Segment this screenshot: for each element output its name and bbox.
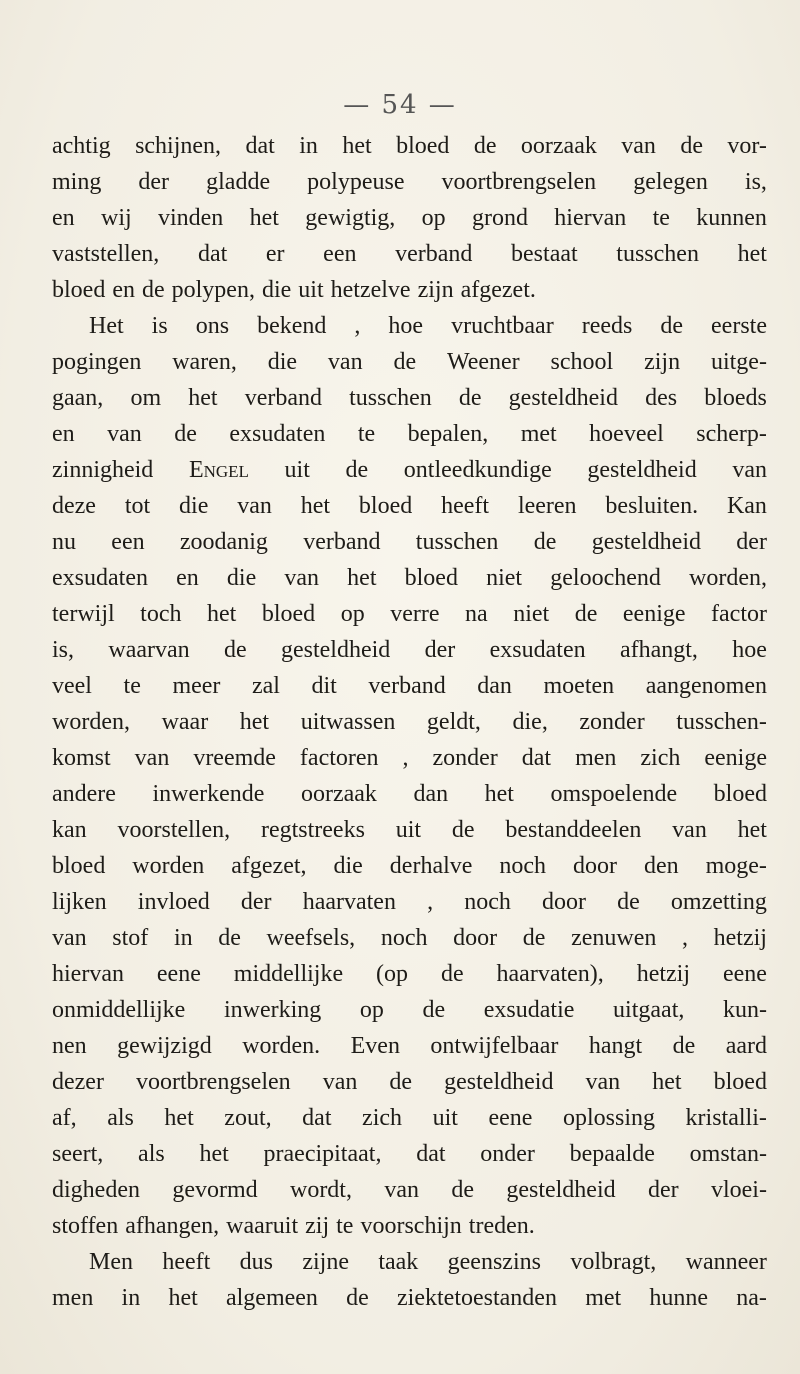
- text-line: en wij vinden het gewigtig, op grond hiervan te kunnen: [52, 205, 767, 231]
- text-line: onmiddellijke inwerking op de exsudatie uitgaat, kun-: [52, 997, 767, 1023]
- text-line: achtig schijnen, dat in het bloed de oorzaak van de vor-: [52, 133, 767, 159]
- text-line: en van de exsudaten te bepalen, met hoeveel scherp-: [52, 421, 767, 447]
- text-line: zinnigheid Engel uit de ontleedkundige gesteldheid van: [52, 457, 767, 483]
- text-line: exsudaten en die van het bloed niet geloochend worden,: [52, 565, 767, 591]
- text-line: af, als het zout, dat zich uit eene oplossing kristalli-: [52, 1105, 767, 1131]
- text-line: worden, waar het uitwassen geldt, die, zonder tusschen-: [52, 709, 767, 735]
- text-line: bloed en de polypen, die uit hetzelve zijn afgezet.: [52, 277, 536, 303]
- text-line: vaststellen, dat er een verband bestaat tusschen het: [52, 241, 767, 267]
- text-line: ming der gladde polypeuse voortbrengselen gelegen is,: [52, 169, 767, 195]
- text-line: pogingen waren, die van de Weener school zijn uitge-: [52, 349, 767, 375]
- text-line: digheden gevormd wordt, van de gesteldheid der vloei-: [52, 1177, 767, 1203]
- text-line: seert, als het praecipitaat, dat onder bepaalde omstan-: [52, 1141, 767, 1167]
- text-line: kan voorstellen, regtstreeks uit de bestanddeelen van het: [52, 817, 767, 843]
- text-line: veel te meer zal dit verband dan moeten aangenomen: [52, 673, 767, 699]
- text-line: stoffen afhangen, waaruit zij te voorschijn treden.: [52, 1213, 535, 1239]
- text-line: nen gewijzigd worden. Even ontwijfelbaar hangt de aard: [52, 1033, 767, 1059]
- text-line: men in het algemeen de ziektetoestanden met hunne na-: [52, 1285, 767, 1311]
- text-line: van stof in de weefsels, noch door de zenuwen , hetzij: [52, 925, 767, 951]
- text-line: dezer voortbrengselen van de gesteldheid van het bloed: [52, 1069, 767, 1095]
- text-line: Het is ons bekend , hoe vruchtbaar reeds de eerste: [89, 313, 767, 339]
- text-line: nu een zoodanig verband tusschen de gesteldheid der: [52, 529, 767, 555]
- body-text: [52, 128, 767, 1316]
- text-line: Men heeft dus zijne taak geenszins volbragt, wanneer: [89, 1249, 767, 1275]
- text-line: is, waarvan de gesteldheid der exsudaten afhangt, hoe: [52, 637, 767, 663]
- page-number: — 54 —: [343, 90, 457, 120]
- text-line: deze tot die van het bloed heeft leeren besluiten. Kan: [52, 493, 767, 519]
- text-line: komst van vreemde factoren , zonder dat men zich eenige: [52, 745, 767, 771]
- text-line: terwijl toch het bloed op verre na niet de eenige factor: [52, 601, 767, 627]
- text-line: lijken invloed der haarvaten , noch door de omzetting: [52, 889, 767, 915]
- text-line: bloed worden afgezet, die derhalve noch door den moge-: [52, 853, 767, 879]
- text-line: andere inwerkende oorzaak dan het omspoelende bloed: [52, 781, 767, 807]
- text-line: gaan, om het verband tusschen de gesteldheid des bloeds: [52, 385, 767, 411]
- text-line: hiervan eene middellijke (op de haarvaten), hetzij eene: [52, 961, 767, 987]
